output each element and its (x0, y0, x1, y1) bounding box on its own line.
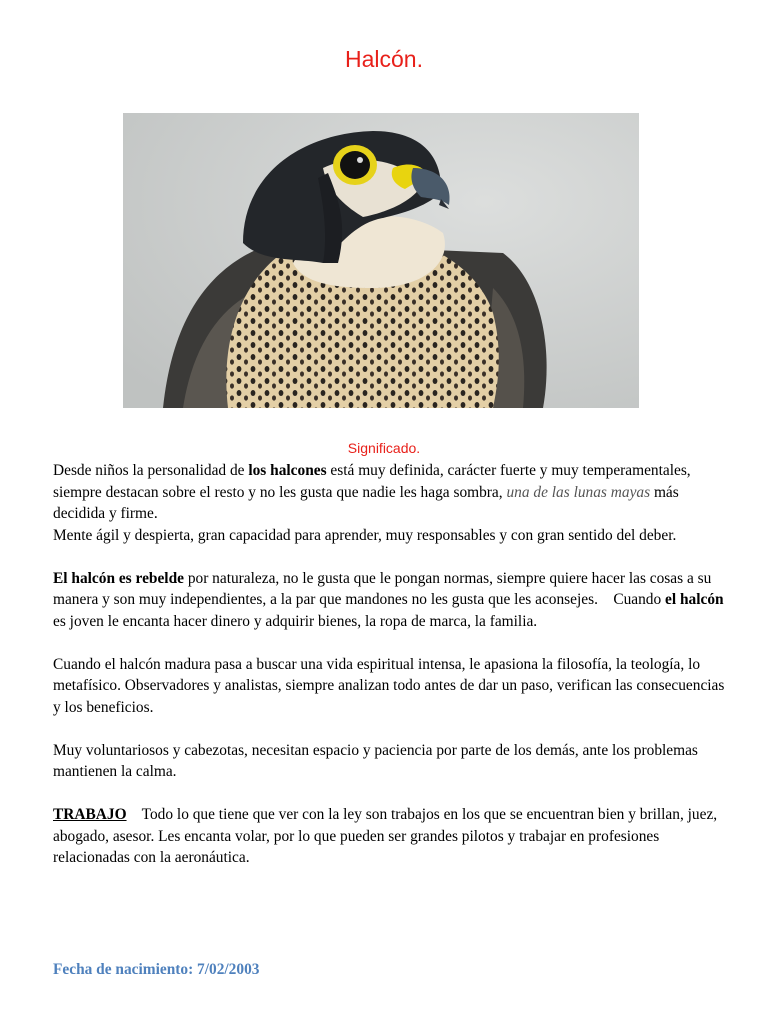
document-title: Halcón. (345, 46, 423, 72)
bold-term: El halcón es rebelde (53, 569, 184, 587)
paragraph-6: TRABAJO Todo lo que tiene que ver con la ley son trabajos en los que se encuentran bien y brillan, juez, abogado, asesor. Les encanta volar, por lo que pueden ser grandes pilotos y trabajar en profesiones relacionadas con la aeronáutica. (53, 806, 721, 866)
paragraph-4: Cuando el halcón madura pasa a buscar una vida espiritual intensa, le apasiona la filosofía, la teología, lo metafísico. Observadores y analistas, siempre analizan todo antes de dar un paso, verifican las consecuencias y los beneficios. (53, 655, 725, 716)
section-subtitle: Significado. (347, 440, 421, 456)
paragraph-3: El halcón es rebelde por naturaleza, no le gusta que le pongan normas, siempre quiere hacer las cosas a su manera y son muy independientes, a la par que mandones no les gusta que les aconsejes. Cuando el halcón es joven le encanta hacer dinero y adquirir bienes, la ropa de marca, la familia. (53, 569, 728, 630)
paragraph-5: Muy voluntariosos y cabezotas, necesitan espacio y paciencia por parte de los demás, ante los problemas mantienen la calma. (53, 741, 698, 780)
falcon-photo (123, 113, 639, 408)
italic-phrase: una de las lunas mayas (506, 483, 651, 501)
bold-term: el halcón (665, 591, 724, 608)
paragraph-1: Desde niños la personalidad de los halcones está muy definida, carácter fuerte y muy temperamentales, siempre destacan sobre el resto y no les gusta que nadie les haga sombra, una de las lunas mayas más decidida y firme. (53, 462, 691, 522)
bold-term: los halcones (248, 462, 327, 479)
paragraph-2: Mente ágil y despierta, gran capacidad para aprender, muy responsables y con gran sentido del deber. (53, 526, 677, 544)
birth-date: Fecha de nacimiento: 7/02/2003 (53, 961, 260, 978)
section-label: TRABAJO (53, 806, 127, 823)
document-body (53, 460, 728, 869)
